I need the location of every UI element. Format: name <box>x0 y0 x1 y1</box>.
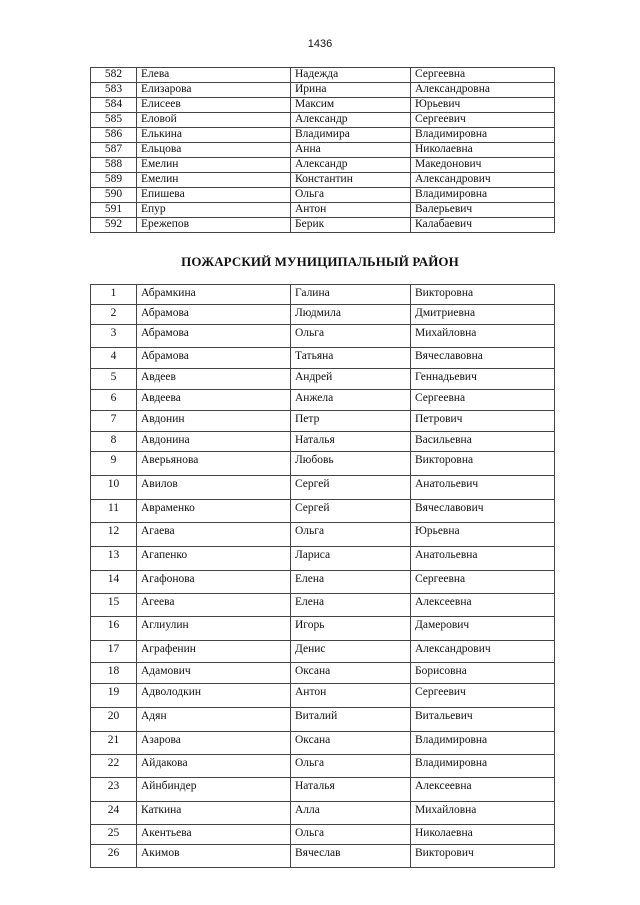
first-name-cell: Ольга <box>291 825 411 845</box>
first-name-cell: Алла <box>291 802 411 825</box>
surname-cell: Авраменко <box>137 500 291 523</box>
table-row <box>91 218 555 233</box>
row-number-cell: 585 <box>91 113 137 128</box>
surname-cell: Агапенко <box>137 547 291 571</box>
surname-cell: Агафонова <box>137 571 291 594</box>
row-number-cell: 11 <box>91 500 137 523</box>
table-row <box>91 173 555 188</box>
table-row <box>91 390 555 411</box>
patronymic-cell: Александрович <box>411 641 555 663</box>
first-name-cell: Денис <box>291 641 411 663</box>
patronymic-cell: Геннадьевич <box>411 369 555 390</box>
row-number-cell: 21 <box>91 732 137 755</box>
patronymic-cell: Михайловна <box>411 802 555 825</box>
surname-cell: Елькина <box>137 128 291 143</box>
table-row <box>91 547 555 571</box>
surname-cell: Емелин <box>137 158 291 173</box>
patronymic-cell: Македонович <box>411 158 555 173</box>
table-row <box>91 305 555 325</box>
patronymic-cell: Петрович <box>411 411 555 432</box>
row-number-cell: 16 <box>91 617 137 641</box>
first-name-cell: Ольга <box>291 523 411 547</box>
surname-cell: Авдонин <box>137 411 291 432</box>
first-name-cell: Лариса <box>291 547 411 571</box>
patronymic-cell: Владимировна <box>411 188 555 203</box>
table-row <box>91 68 555 83</box>
surname-cell: Емелин <box>137 173 291 188</box>
section-title: ПОЖАРСКИЙ МУНИЦИПАЛЬНЫЙ РАЙОН <box>181 254 459 269</box>
surname-cell: Елисеев <box>137 98 291 113</box>
surname-cell: Авдеева <box>137 390 291 411</box>
page-number: 1436 <box>307 38 333 50</box>
patronymic-cell: Сергеевич <box>411 113 555 128</box>
first-name-cell: Ольга <box>291 325 411 348</box>
first-name-cell: Константин <box>291 173 411 188</box>
row-number-cell: 590 <box>91 188 137 203</box>
surname-cell: Абрамкина <box>137 285 291 305</box>
patronymic-cell: Вячеславовна <box>411 348 555 369</box>
row-number-cell: 7 <box>91 411 137 432</box>
first-name-cell: Сергей <box>291 476 411 500</box>
patronymic-cell: Викторовна <box>411 285 555 305</box>
patronymic-cell: Сергеевна <box>411 571 555 594</box>
patronymic-cell: Владимировна <box>411 732 555 755</box>
first-name-cell: Ирина <box>291 83 411 98</box>
first-name-cell: Надежда <box>291 68 411 83</box>
row-number-cell: 18 <box>91 663 137 684</box>
table-row <box>91 523 555 547</box>
first-name-cell: Оксана <box>291 732 411 755</box>
patronymic-cell: Дмитриевна <box>411 305 555 325</box>
surname-cell: Абрамова <box>137 348 291 369</box>
table-row <box>91 684 555 708</box>
row-number-cell: 589 <box>91 173 137 188</box>
table-row <box>91 128 555 143</box>
table-row <box>91 825 555 845</box>
patronymic-cell: Алексеевна <box>411 778 555 802</box>
first-name-cell: Любовь <box>291 452 411 476</box>
patronymic-cell: Васильевна <box>411 432 555 452</box>
patronymic-cell: Викторовна <box>411 452 555 476</box>
row-number-cell: 25 <box>91 825 137 845</box>
first-name-cell: Антон <box>291 203 411 218</box>
row-number-cell: 592 <box>91 218 137 233</box>
row-number-cell: 6 <box>91 390 137 411</box>
patronymic-cell: Юрьевна <box>411 523 555 547</box>
surname-cell: Азарова <box>137 732 291 755</box>
surname-cell: Епишева <box>137 188 291 203</box>
row-number-cell: 10 <box>91 476 137 500</box>
row-number-cell: 17 <box>91 641 137 663</box>
surname-cell: Акимов <box>137 845 291 868</box>
table-row <box>91 143 555 158</box>
table-row <box>91 641 555 663</box>
surname-cell: Абрамова <box>137 305 291 325</box>
patronymic-cell: Михайловна <box>411 325 555 348</box>
table-row <box>91 594 555 617</box>
table-row <box>91 500 555 523</box>
patronymic-cell: Сергеевич <box>411 684 555 708</box>
table-row <box>91 778 555 802</box>
row-number-cell: 12 <box>91 523 137 547</box>
first-name-cell: Галина <box>291 285 411 305</box>
surname-cell: Елева <box>137 68 291 83</box>
surname-cell: Епур <box>137 203 291 218</box>
surname-cell: Аглиулин <box>137 617 291 641</box>
table-row <box>91 755 555 778</box>
patronymic-cell: Алексеевна <box>411 594 555 617</box>
surname-cell: Агеева <box>137 594 291 617</box>
first-name-cell: Татьяна <box>291 348 411 369</box>
surname-cell: Айнбиндер <box>137 778 291 802</box>
persons-table-bottom <box>90 284 555 868</box>
table-row <box>91 188 555 203</box>
table-row <box>91 617 555 641</box>
first-name-cell: Игорь <box>291 617 411 641</box>
patronymic-cell: Сергеевна <box>411 68 555 83</box>
table-row <box>91 113 555 128</box>
table-row <box>91 452 555 476</box>
first-name-cell: Елена <box>291 571 411 594</box>
table-row <box>91 83 555 98</box>
row-number-cell: 14 <box>91 571 137 594</box>
patronymic-cell: Витальевич <box>411 708 555 732</box>
patronymic-cell: Николаевна <box>411 143 555 158</box>
persons-table-bottom-body <box>91 285 555 868</box>
patronymic-cell: Александровна <box>411 83 555 98</box>
table-row <box>91 203 555 218</box>
surname-cell: Ельцова <box>137 143 291 158</box>
first-name-cell: Оксана <box>291 663 411 684</box>
row-number-cell: 591 <box>91 203 137 218</box>
table-row <box>91 369 555 390</box>
first-name-cell: Антон <box>291 684 411 708</box>
patronymic-cell: Валерьевич <box>411 203 555 218</box>
row-number-cell: 13 <box>91 547 137 571</box>
patronymic-cell: Викторович <box>411 845 555 868</box>
first-name-cell: Елена <box>291 594 411 617</box>
persons-table-top-body <box>91 68 555 233</box>
surname-cell: Ережепов <box>137 218 291 233</box>
surname-cell: Адволодкин <box>137 684 291 708</box>
table-row <box>91 432 555 452</box>
patronymic-cell: Вячеславович <box>411 500 555 523</box>
row-number-cell: 584 <box>91 98 137 113</box>
surname-cell: Елизарова <box>137 83 291 98</box>
patronymic-cell: Владимировна <box>411 755 555 778</box>
row-number-cell: 22 <box>91 755 137 778</box>
row-number-cell: 586 <box>91 128 137 143</box>
first-name-cell: Петр <box>291 411 411 432</box>
patronymic-cell: Дамерович <box>411 617 555 641</box>
patronymic-cell: Александрович <box>411 173 555 188</box>
row-number-cell: 1 <box>91 285 137 305</box>
patronymic-cell: Сергеевна <box>411 390 555 411</box>
row-number-cell: 15 <box>91 594 137 617</box>
first-name-cell: Александр <box>291 113 411 128</box>
first-name-cell: Ольга <box>291 188 411 203</box>
surname-cell: Агаева <box>137 523 291 547</box>
persons-table-top <box>90 67 555 233</box>
first-name-cell: Максим <box>291 98 411 113</box>
surname-cell: Каткина <box>137 802 291 825</box>
surname-cell: Аверьянова <box>137 452 291 476</box>
row-number-cell: 588 <box>91 158 137 173</box>
first-name-cell: Сергей <box>291 500 411 523</box>
patronymic-cell: Калабаевич <box>411 218 555 233</box>
surname-cell: Абрамова <box>137 325 291 348</box>
table-row <box>91 802 555 825</box>
first-name-cell: Вячеслав <box>291 845 411 868</box>
first-name-cell: Анна <box>291 143 411 158</box>
row-number-cell: 23 <box>91 778 137 802</box>
first-name-cell: Андрей <box>291 369 411 390</box>
table-row <box>91 158 555 173</box>
row-number-cell: 19 <box>91 684 137 708</box>
row-number-cell: 587 <box>91 143 137 158</box>
surname-cell: Акентьева <box>137 825 291 845</box>
row-number-cell: 583 <box>91 83 137 98</box>
surname-cell: Адян <box>137 708 291 732</box>
row-number-cell: 24 <box>91 802 137 825</box>
first-name-cell: Наталья <box>291 432 411 452</box>
first-name-cell: Ольга <box>291 755 411 778</box>
patronymic-cell: Владимировна <box>411 128 555 143</box>
first-name-cell: Берик <box>291 218 411 233</box>
table-row <box>91 663 555 684</box>
surname-cell: Авдонина <box>137 432 291 452</box>
patronymic-cell: Николаевна <box>411 825 555 845</box>
first-name-cell: Анжела <box>291 390 411 411</box>
row-number-cell: 9 <box>91 452 137 476</box>
surname-cell: Авдеев <box>137 369 291 390</box>
table-row <box>91 348 555 369</box>
table-row <box>91 98 555 113</box>
row-number-cell: 3 <box>91 325 137 348</box>
table-row <box>91 411 555 432</box>
first-name-cell: Наталья <box>291 778 411 802</box>
table-row <box>91 571 555 594</box>
first-name-cell: Александр <box>291 158 411 173</box>
patronymic-cell: Анатольевич <box>411 476 555 500</box>
surname-cell: Адамович <box>137 663 291 684</box>
table-row <box>91 708 555 732</box>
row-number-cell: 2 <box>91 305 137 325</box>
surname-cell: Авилов <box>137 476 291 500</box>
table-row <box>91 845 555 868</box>
row-number-cell: 4 <box>91 348 137 369</box>
surname-cell: Аграфенин <box>137 641 291 663</box>
table-row <box>91 325 555 348</box>
first-name-cell: Виталий <box>291 708 411 732</box>
patronymic-cell: Борисовна <box>411 663 555 684</box>
table-row <box>91 476 555 500</box>
surname-cell: Айдакова <box>137 755 291 778</box>
surname-cell: Еловой <box>137 113 291 128</box>
row-number-cell: 8 <box>91 432 137 452</box>
row-number-cell: 5 <box>91 369 137 390</box>
table-row <box>91 285 555 305</box>
row-number-cell: 582 <box>91 68 137 83</box>
first-name-cell: Владимира <box>291 128 411 143</box>
first-name-cell: Людмила <box>291 305 411 325</box>
table-row <box>91 732 555 755</box>
row-number-cell: 26 <box>91 845 137 868</box>
row-number-cell: 20 <box>91 708 137 732</box>
patronymic-cell: Юрьевич <box>411 98 555 113</box>
patronymic-cell: Анатольевна <box>411 547 555 571</box>
